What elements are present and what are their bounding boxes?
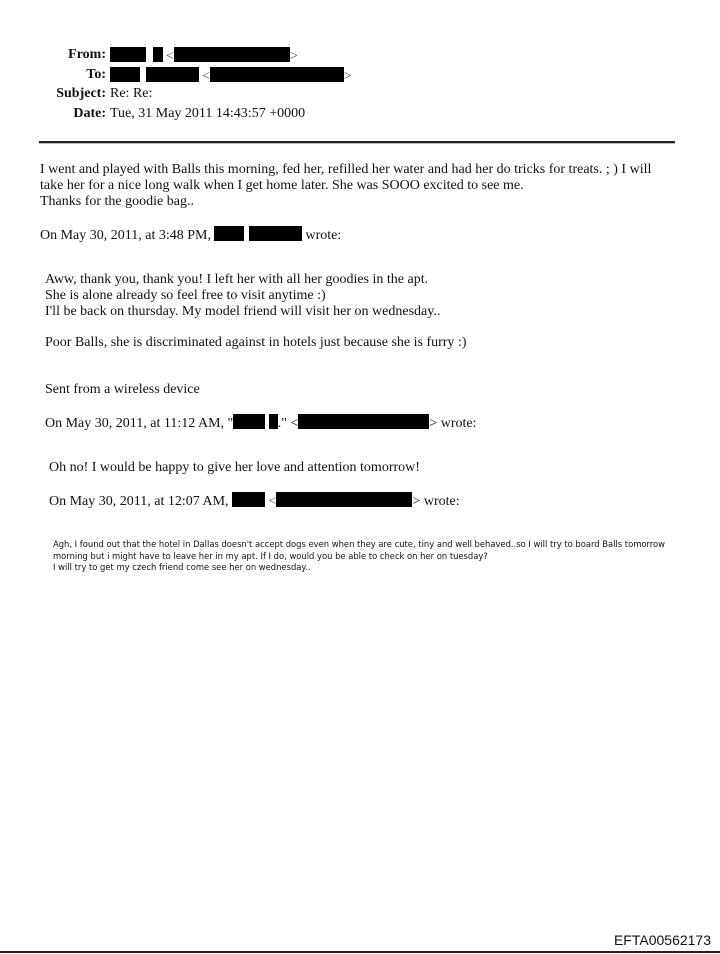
date-value: Tue, 31 May 2011 14:43:57 +0000 xyxy=(110,106,306,121)
signature: Sent from a wireless device xyxy=(45,382,200,397)
quote1-intro: On May 30, 2011, at 3:48 PM, wrote: xyxy=(40,228,342,243)
gt-symbol: > xyxy=(343,69,352,84)
message-line: Thanks for the goodie bag.. xyxy=(40,194,194,209)
gt-symbol: > xyxy=(289,49,298,64)
redacted-sender-last xyxy=(249,226,302,241)
lt-symbol: < xyxy=(202,69,210,84)
quote-line: She is alone already so feel free to visit anytime :) xyxy=(45,288,326,303)
to-label: To: xyxy=(86,67,106,82)
quote-line: I'll be back on thursday. My model friend will visit her on wednesday.. xyxy=(45,304,441,319)
date-label: Date: xyxy=(73,106,106,121)
to-value xyxy=(110,67,352,85)
redacted-to-email xyxy=(210,67,344,82)
quote1-body xyxy=(45,272,440,320)
redacted-sender-email xyxy=(276,492,412,507)
lt-symbol: < xyxy=(166,49,174,64)
quote2-line: Oh no! I would be happy to give her love and attention tomorrow! xyxy=(49,460,420,475)
redacted-from-name-first xyxy=(110,47,146,62)
redacted-from-email xyxy=(174,47,290,62)
redacted-sender-first xyxy=(214,226,244,241)
redacted-to-name-first xyxy=(110,67,140,82)
subject-label: Subject: xyxy=(56,86,106,101)
subject-value: Re: Re: xyxy=(110,86,153,101)
quote3-body xyxy=(53,539,665,574)
from-value xyxy=(110,47,298,65)
message-line: I went and played with Balls this morning, fed her, refilled her water and had her do tricks for treats. ; ) I will xyxy=(40,162,652,177)
redacted-from-name-initial xyxy=(153,47,163,62)
quote-line: morning but i might have to leave her in my apt. If I do, would you be able to check on her on tuesday? xyxy=(53,550,488,561)
from-label: From: xyxy=(68,47,106,62)
document-id: EFTA00562173 xyxy=(613,932,711,948)
quote2-intro: On May 30, 2011, at 11:12 AM, " ." < > wrote: xyxy=(45,416,477,431)
quote-line: I will try to get my czech friend come see her on wednesday.. xyxy=(53,562,311,572)
redacted-sender-initial xyxy=(269,414,278,429)
redacted-sender-email xyxy=(298,414,429,429)
message-body xyxy=(40,162,651,210)
quote-line: Agh, I found out that the hotel in Dallas doesn't accept dogs even when they are cute, tiny and well behaved..so I will try to board Balls tomorrow xyxy=(53,539,666,549)
message-line: take her for a nice long walk when I get home later. She was SOOO excited to see me. xyxy=(40,178,524,193)
redacted-sender-first xyxy=(233,414,265,429)
redacted-to-name-last xyxy=(146,67,199,82)
quote1-line: Poor Balls, she is discriminated against in hotels just because she is furry :) xyxy=(45,335,467,350)
quote3-intro: On May 30, 2011, at 12:07 AM, < > wrote: xyxy=(49,494,460,509)
header-divider xyxy=(39,141,675,144)
quote-line: Aww, thank you, thank you! I left her with all her goodies in the apt. xyxy=(45,272,429,287)
page-bottom-border xyxy=(0,951,720,953)
redacted-sender-name xyxy=(232,492,265,507)
